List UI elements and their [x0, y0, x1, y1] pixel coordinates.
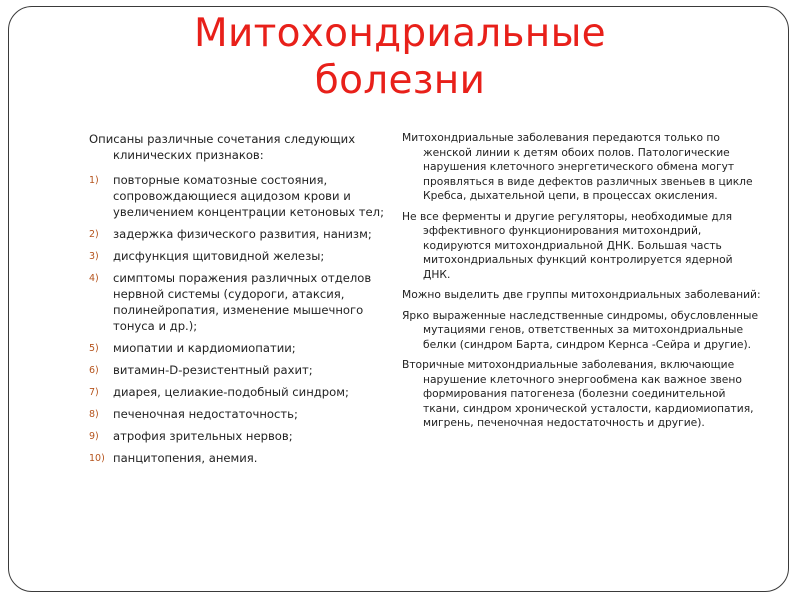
list-number: 8) — [89, 409, 99, 420]
left-column — [89, 131, 389, 472]
list-number: 3) — [89, 251, 99, 262]
list-item — [89, 226, 389, 242]
slide-title — [0, 10, 800, 104]
list-text: симптомы поражения различных отделов нервной системы (судороги, атаксия, полинейропатия, изменение мышечного тонуса и др.); — [113, 271, 372, 333]
title-line-1: Митохондриальные — [194, 11, 606, 56]
list-text: витамин-D-резистентный рахит; — [113, 363, 313, 377]
list-item — [89, 248, 389, 264]
list-text: дисфункция щитовидной железы; — [113, 249, 325, 263]
list-item — [89, 406, 389, 422]
list-number: 4) — [89, 273, 99, 284]
list-number: 6) — [89, 365, 99, 376]
list-text: задержка физического развития, нанизм; — [113, 227, 372, 241]
list-item — [89, 362, 389, 378]
list-number: 9) — [89, 431, 99, 442]
list-number: 1) — [89, 175, 99, 186]
list-number: 2) — [89, 229, 99, 240]
right-paragraph: Вторичные митохондриальные заболевания, включающие нарушение клеточного энергообмена как важное звено формирования патогенеза (болезни соединительной ткани, синдром хронической усталости, кардиомиопатия, мигрень, печеночная недостаточность и другие). — [402, 358, 754, 429]
list-number: 7) — [89, 387, 99, 398]
right-paragraph: Можно выделить две группы митохондриальных заболеваний: — [402, 288, 761, 301]
list-text: миопатии и кардиомиопатии; — [113, 341, 296, 355]
list-item — [89, 172, 389, 220]
right-column — [402, 131, 762, 437]
list-text: панцитопения, анемия. — [113, 451, 258, 465]
list-number: 5) — [89, 343, 99, 354]
list-number: 10) — [89, 453, 105, 464]
list-text: диарея, целиакие-подобный синдром; — [113, 385, 349, 399]
list-item — [89, 450, 389, 466]
list-text: печеночная недостаточность; — [113, 407, 298, 421]
title-line-2: болезни — [314, 58, 486, 103]
list-item — [89, 270, 389, 334]
right-paragraph: Не все ферменты и другие регуляторы, необходимые для эффективного функционирования митохондрий, кодируются митохондриальной ДНК. Большая часть митохондриальных функций контролируется ядерной ДНК. — [402, 209, 733, 281]
list-item — [89, 384, 389, 400]
list-item — [89, 340, 389, 356]
right-paragraph: Ярко выраженные наследственные синдромы, обусловленные мутациями генов, ответственных за митохондриальные белки (синдром Барта, синдром Кернса -Сейра и другие). — [402, 308, 759, 351]
list-text: атрофия зрительных нервов; — [113, 429, 293, 443]
right-paragraph: Митохондриальные заболевания передаются только по женской линии к детям обоих полов. Патологические нарушения клеточного энергетического обмена могут проявляться в виде дефектов различных звеньев в цикле Кребса, дыхательной цепи, в процессах окисления. — [402, 131, 753, 202]
left-intro: Описаны различные сочетания следующих клинических признаков: — [89, 132, 356, 162]
list-item — [89, 428, 389, 444]
list-text: повторные коматозные состояния, сопровождающиеся ацидозом крови и увеличением концентрации кетоновых тел; — [113, 173, 384, 219]
